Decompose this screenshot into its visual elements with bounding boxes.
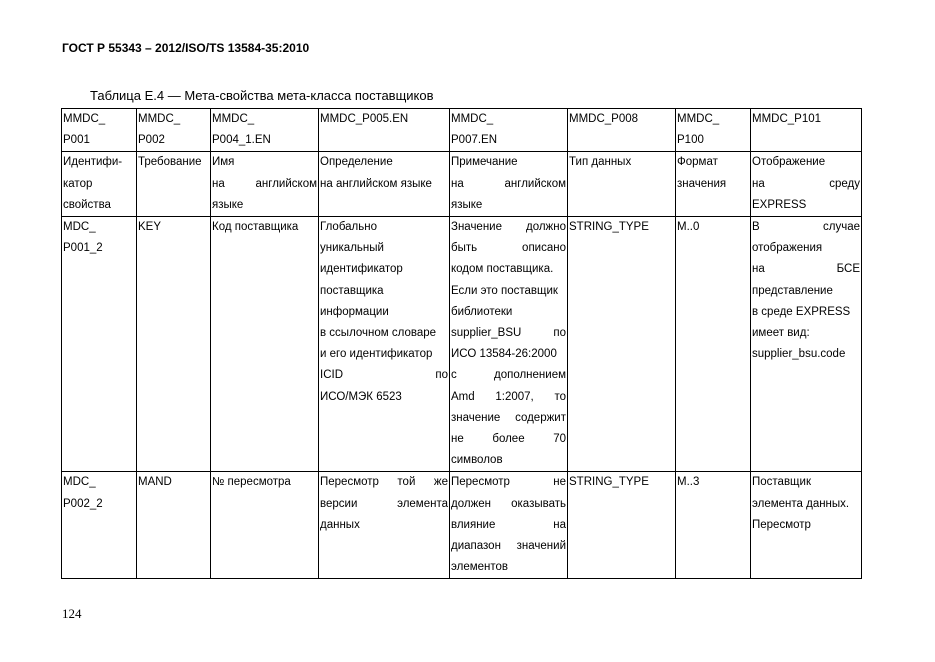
cell-line: имеет вид: (752, 327, 810, 340)
cell-line: Глобально (320, 221, 377, 234)
cell-line: катор (63, 177, 93, 190)
cell-line: Поставщик (752, 476, 811, 489)
cell-line: быть описано (451, 242, 566, 255)
table-cell (676, 472, 751, 579)
cell-line: значения (677, 177, 727, 190)
cell-line: данных (320, 518, 360, 531)
cell-line: с дополнением (451, 369, 566, 382)
table-caption: Таблица Е.4 — Мета-свойства мета-класса поставщиков (90, 88, 434, 103)
cell-line: P002_2 (63, 497, 103, 510)
cell-line: Формат (677, 156, 718, 169)
cell-line: элементов (451, 561, 509, 574)
cell-line: идентификатор (320, 263, 403, 276)
cell-line: свойства (63, 198, 111, 211)
cell-line: версии элемента (320, 497, 448, 510)
cell-line: В случае (752, 221, 860, 234)
cell-line: ИСО/МЭК 6523 (320, 390, 402, 403)
cell-line: MMDC_P008 (569, 113, 639, 125)
table-row (62, 109, 862, 152)
cell-line: поставщика (320, 284, 384, 297)
cell-line: информации (320, 305, 389, 318)
cell-line: Amd 1:2007, то (451, 390, 566, 403)
cell-line: Пересмотр той же (320, 476, 448, 489)
cell-line: представление (752, 284, 833, 297)
cell-line: P002 (138, 134, 165, 147)
cell-line: Определение (320, 156, 393, 169)
table-cell (676, 152, 751, 217)
cell-line: supplier_bsu.code (752, 348, 846, 361)
table-row (62, 217, 862, 472)
cell-line: MMDC_ (63, 113, 106, 125)
cell-line: supplier_BSU по (451, 327, 566, 340)
cell-line: уникальный (320, 242, 384, 255)
cell-line: на среду (752, 177, 860, 190)
cell-line: P007.EN (451, 134, 498, 147)
cell-line: M..0 (677, 221, 700, 234)
cell-line: STRING_TYPE (569, 221, 649, 234)
cell-line: в ссылочном словаре (320, 327, 437, 340)
table-row (62, 472, 862, 579)
table-cell (62, 472, 137, 579)
document-header: ГОСТ Р 55343 – 2012/ISO/TS 13584-35:2010 (62, 41, 310, 55)
cell-line: EXPRESS (752, 198, 807, 211)
page-number: 124 (62, 606, 82, 621)
cell-line: на английском (451, 177, 566, 190)
table-cell (211, 472, 319, 579)
table-cell (568, 217, 676, 472)
table-cell (319, 152, 450, 217)
cell-line: языке (212, 198, 244, 211)
table-cell (450, 152, 568, 217)
cell-line: отображения (752, 242, 823, 255)
cell-line: на БСЕ (752, 263, 860, 276)
table-cell (676, 217, 751, 472)
cell-line: MMDC_P005.EN (320, 113, 409, 125)
cell-line: Идентифи- (63, 156, 123, 169)
cell-line: Значение должно (451, 221, 566, 234)
table-cell (751, 217, 862, 472)
table-cell (568, 152, 676, 217)
cell-line: на английском языке (320, 177, 432, 190)
cell-line: P001_2 (63, 242, 103, 255)
cell-line: библиотеки (451, 305, 513, 318)
cell-line: MDC_ (63, 221, 96, 234)
table-cell (319, 472, 450, 579)
table-cell (450, 109, 568, 152)
table-cell (751, 472, 862, 579)
table-cell (62, 109, 137, 152)
cell-line: языке (451, 198, 483, 211)
cell-line: MDC_ (63, 476, 96, 489)
cell-line: на английском (212, 177, 317, 190)
table-cell (137, 217, 211, 472)
cell-line: MAND (138, 476, 172, 489)
cell-line: значение содержит (451, 411, 566, 424)
table-cell (450, 217, 568, 472)
cell-line: Имя (212, 156, 235, 169)
table-cell (319, 217, 450, 472)
cell-line: P001 (63, 134, 90, 147)
cell-line: влияние на (451, 518, 566, 531)
cell-line: MMDC_ (677, 113, 720, 125)
table-cell (211, 109, 319, 152)
table-cell (751, 152, 862, 217)
cell-line: Примечание (451, 156, 518, 169)
cell-line: MMDC_P101 (752, 113, 822, 125)
table-cell (676, 109, 751, 152)
cell-line: P100 (677, 134, 704, 147)
cell-line: символов (451, 454, 503, 467)
cell-line: P004_1.EN (212, 134, 271, 147)
cell-line: MMDC_ (138, 113, 181, 125)
cell-line: ИСО 13584-26:2000 (451, 348, 557, 361)
cell-line: Отображение (752, 156, 826, 169)
table-cell (137, 152, 211, 217)
cell-line: элемента данных. (752, 497, 850, 510)
cell-line: Требование (138, 156, 202, 169)
table-cell (568, 472, 676, 579)
cell-line: M..3 (677, 476, 700, 489)
cell-line: Тип данных (569, 156, 632, 169)
table-cell (211, 217, 319, 472)
table-cell (62, 217, 137, 472)
cell-line: STRING_TYPE (569, 476, 649, 489)
cell-line: должен оказывать (451, 497, 566, 510)
table-cell (62, 152, 137, 217)
cell-line: диапазон значений (451, 540, 566, 553)
cell-line: в среде EXPRESS (752, 305, 851, 318)
cell-line: ICID по (320, 369, 448, 382)
cell-line: не более 70 (451, 433, 566, 446)
cell-line: MMDC_ (451, 113, 494, 125)
cell-line: кодом поставщика. (451, 263, 554, 276)
cell-line: KEY (138, 221, 162, 234)
table-cell (137, 109, 211, 152)
table-cell (450, 472, 568, 579)
meta-properties-table (61, 108, 862, 579)
cell-line: Код поставщика (212, 221, 299, 234)
table-cell (137, 472, 211, 579)
cell-line: Пересмотр не (451, 476, 566, 489)
cell-line: и его идентификатор (320, 348, 433, 361)
table-cell (568, 109, 676, 152)
cell-line: Если это поставщик (451, 284, 558, 297)
table-cell (319, 109, 450, 152)
table-row (62, 152, 862, 217)
cell-line: Пересмотр (752, 518, 811, 531)
table-cell (211, 152, 319, 217)
cell-line: MMDC_ (212, 113, 255, 125)
cell-line: № пересмотра (212, 476, 291, 489)
table-cell (751, 109, 862, 152)
